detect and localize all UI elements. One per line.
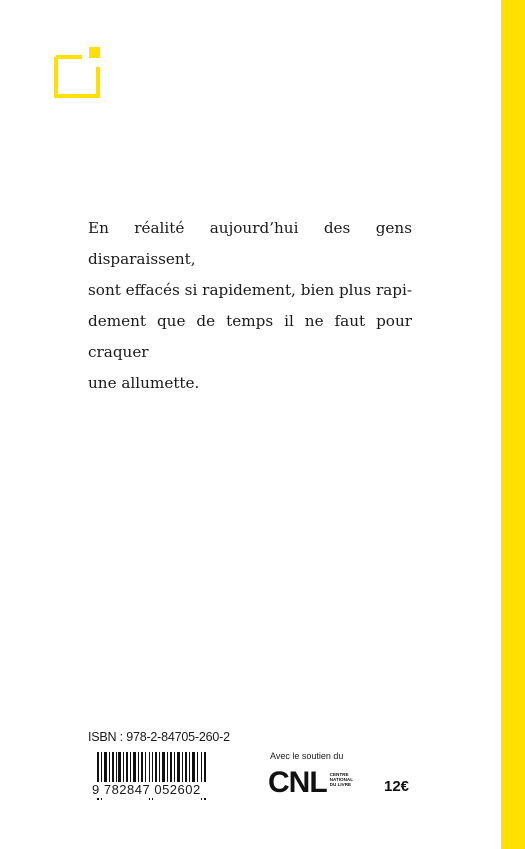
price-label: 12€	[384, 778, 410, 795]
cnl-logo-word: CNL	[268, 766, 327, 799]
publisher-logo-icon	[54, 47, 100, 98]
cnl-sub-line: CENTRE	[329, 772, 349, 777]
cnl-logo	[268, 766, 353, 800]
support-label: Avec le soutien du	[270, 751, 344, 761]
quote-line: une allumette.	[88, 374, 200, 392]
quote-line: En réalité aujourd’hui des gens disparaissent,	[88, 219, 412, 268]
cnl-sub-line: DU LIVRE	[329, 782, 352, 788]
quote-line: sont effacés si rapidement, bien plus rapi-	[88, 281, 412, 299]
cnl-logo-subtitle	[330, 772, 353, 788]
quote-line: dement que de temps il ne faut pour craquer	[88, 312, 412, 361]
cnl-sub-line: NATIONAL	[329, 777, 354, 783]
isbn-label: ISBN : 978-2-84705-260-2	[88, 730, 230, 744]
back-cover-quote	[88, 213, 412, 399]
yellow-spine	[501, 0, 525, 849]
barcode-digits: 9 782847 052602	[92, 782, 218, 798]
